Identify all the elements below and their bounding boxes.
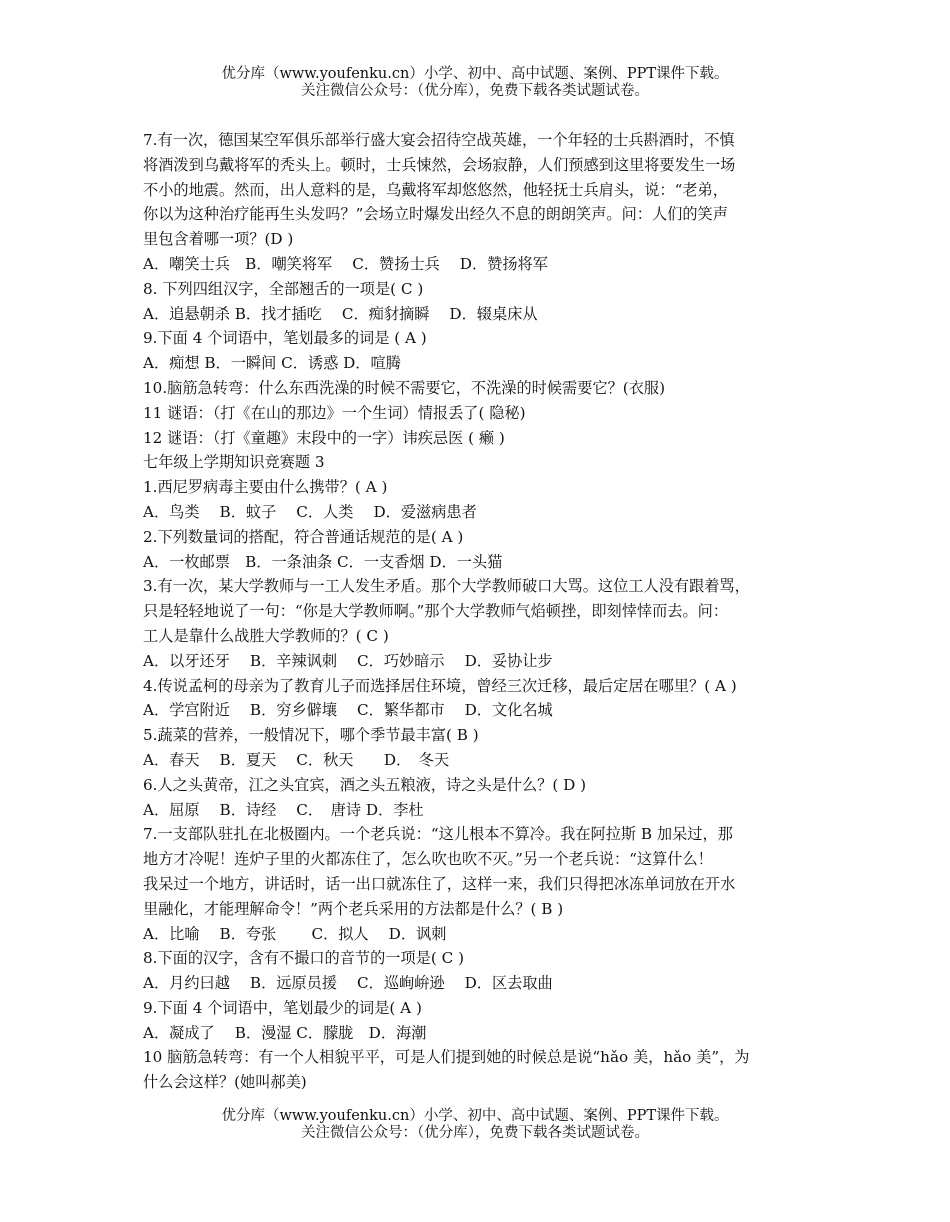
text-line: A．嘲笑士兵 B．嘲笑将军 C．赞扬士兵 D．赞扬将军 bbox=[143, 254, 548, 273]
text-line: 只是轻轻地说了一句：“你是大学教师啊。”那个大学教师气焰顿挫，即刻悻悻而去。问： bbox=[143, 602, 729, 621]
text-line: 10.脑筋急转弯：什么东西洗澡的时候不需要它，不洗澡的时候需要它？(衣服) bbox=[143, 378, 666, 397]
text-line: 2.下列数量词的搭配，符合普通话规范的是( A ) bbox=[143, 527, 464, 546]
text-line: 工人是靠什么战胜大学教师的？( C ) bbox=[143, 626, 389, 645]
text-line: 3.有一次，某大学教师与一工人发生矛盾。那个大学教师破口大骂。这位工人没有跟着骂， bbox=[143, 577, 750, 596]
text-line: 里包含着哪一项？(D ) bbox=[143, 230, 294, 249]
header-line-2: 关注微信公众号：（优分库），免费下载各类试题试卷。 bbox=[301, 83, 649, 99]
text-line: A．以牙还牙 B．辛辣讽刺 C．巧妙暗示 D．妥协让步 bbox=[143, 651, 553, 670]
text-line: A．屈原 B．诗经 C． 唐诗 D．李杜 bbox=[143, 800, 424, 819]
footer-line-2: 关注微信公众号：（优分库），免费下载各类试题试卷。 bbox=[301, 1125, 649, 1141]
text-line: 我呆过一个地方，讲话时，话一出口就冻住了，这样一来，我们只得把冰冻单词放在开水 bbox=[143, 874, 736, 893]
text-line: A．痴想 B．一瞬间 C．诱惑 D．喧腾 bbox=[143, 354, 401, 373]
text-line: 不小的地震。然而，出人意料的是，乌戴将军却悠悠然，他轻抚士兵肩头，说：“老弟， bbox=[143, 180, 728, 199]
text-line: 1.西尼罗病毒主要由什么携带？( A ) bbox=[143, 478, 388, 497]
header-line-1: 优分库（www.youfenku.cn）小学、初中、高中试题、案例、PPT课件下载。 bbox=[221, 66, 729, 82]
footer-line-1: 优分库（www.youfenku.cn）小学、初中、高中试题、案例、PPT课件下载。 bbox=[221, 1108, 729, 1124]
document-body bbox=[143, 128, 811, 1095]
text-line: 7.有一次，德国某空军俱乐部举行盛大宴会招待空战英雄，一个年轻的士兵斟酒时，不慎 bbox=[143, 131, 735, 149]
text-line: A．凝成了 B．漫湿 C．朦胧 D．海潮 bbox=[143, 1023, 427, 1042]
text-line: A．学宫附近 B．穷乡僻壤 C．繁华都市 D．文化名城 bbox=[143, 701, 553, 720]
text-line: 4.传说孟柯的母亲为了教育儿子而选择居住环境，曾经三次迁移，最后定居在哪里？( A ) bbox=[143, 676, 737, 695]
text-line: 七年级上学期知识竞赛题 3 bbox=[143, 453, 325, 472]
text-line: A．鸟类 B．蚊子 C．人类 D．爱滋病患者 bbox=[143, 502, 477, 521]
text-line: 9.下面 4 个词语中，笔划最少的词是( A ) bbox=[143, 998, 422, 1017]
text-line: 7.一支部队驻扎在北极圈内。一个老兵说：“这儿根本不算冷。我在阿拉斯 B 加呆过，那 bbox=[143, 825, 733, 844]
text-line: 地方才冷呢！连炉子里的火都冻住了，怎么吹也吹不灭。”另一个老兵说：“这算什么！ bbox=[143, 850, 713, 869]
text-line: A．春天 B．夏天 C．秋天 D． 冬天 bbox=[143, 750, 450, 769]
text-line: A．追悬朝杀 B．找才插吃 C．痴豺摘瞬 D．辍桌床从 bbox=[143, 304, 538, 323]
text-line: 9.下面 4 个词语中，笔划最多的词是 ( A ) bbox=[143, 329, 427, 348]
text-line: 8.下面的汉字，含有不撮口的音节的一项是( C ) bbox=[143, 949, 464, 968]
text-line: 12 谜语：（打《童趣》末段中的一字）讳疾忌医 ( 癞 ) bbox=[143, 428, 505, 447]
text-line: 5.蔬菜的营养，一般情况下，哪个季节最丰富( B ) bbox=[143, 726, 479, 745]
text-line: 里融化，才能理解命令！”两个老兵采用的方法都是什么？( B ) bbox=[143, 899, 564, 918]
text-line: A．月约曰越 B．远原员援 C．巡峋峅逊 D．区去取曲 bbox=[143, 974, 553, 993]
text-line: 你以为这种治疗能再生头发吗？”会场立时爆发出经久不息的朗朗笑声。问：人们的笑声 bbox=[143, 205, 728, 224]
text-line: A．比喻 B．夸张 C．拟人 D．讽刺 bbox=[143, 924, 447, 943]
page-footer bbox=[0, 1108, 950, 1142]
text-line: 6.人之头黄帝，江之头宜宾，酒之头五粮液，诗之头是什么？( D ) bbox=[143, 775, 587, 794]
text-line: 将酒泼到乌戴将军的秃头上。顿时，士兵悚然，会场寂静，人们预感到这里将要发生一场 bbox=[143, 155, 736, 174]
text-line: 10 脑筋急转弯：有一个人相貌平平，可是人们提到她的时候总是说“hǎo 美，hǎo 美”，为 bbox=[143, 1048, 750, 1067]
text-line: 8. 下列四组汉字，全部翘舌的一项是( C ) bbox=[143, 279, 424, 298]
page-header bbox=[0, 66, 950, 100]
text-line: 什么会这样？(她叫郝美) bbox=[143, 1073, 307, 1092]
text-line: 11 谜语：（打《在山的那边》一个生词）情报丢了( 隐秘) bbox=[143, 403, 526, 422]
text-line: A．一枚邮票 B．一条油条 C．一支香烟 D．一头猫 bbox=[143, 552, 503, 571]
